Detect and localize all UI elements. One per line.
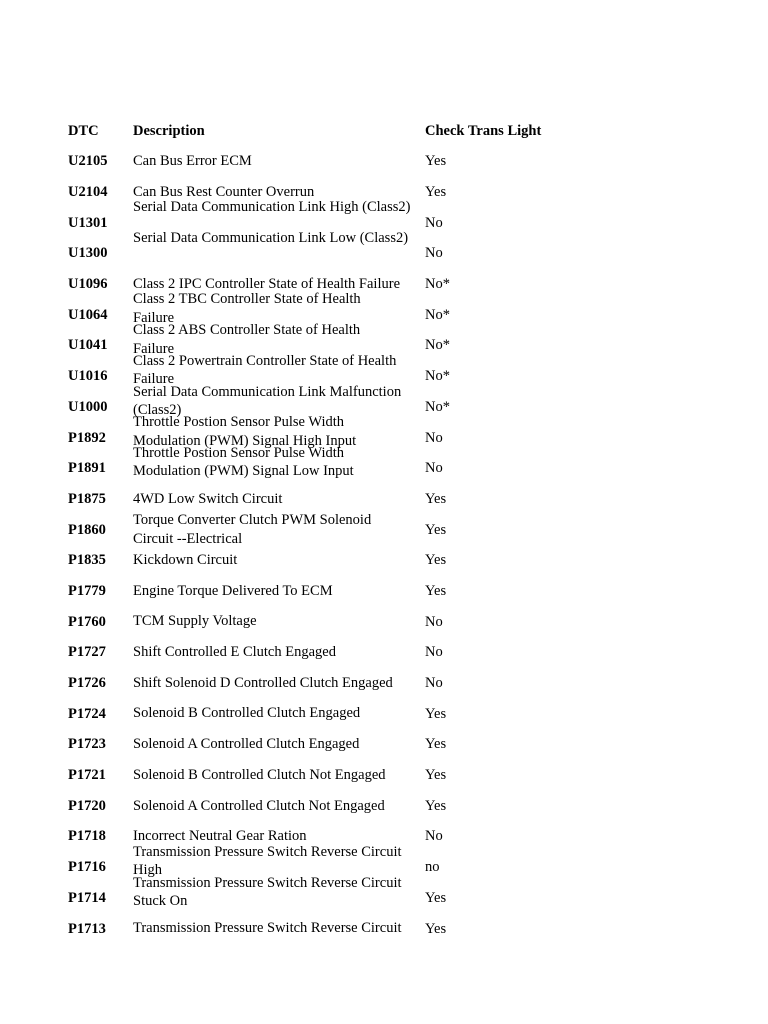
dtc-code: P1891 — [68, 460, 106, 477]
dtc-code: P1716 — [68, 859, 106, 876]
dtc-description: Shift Solenoid D Controlled Clutch Engaged — [133, 674, 393, 691]
check-trans-light-value: No* — [425, 276, 450, 293]
header-dtc: DTC — [68, 123, 99, 139]
dtc-code: U1096 — [68, 276, 108, 293]
dtc-code: P1875 — [68, 490, 106, 507]
table-row — [0, 383, 768, 423]
check-trans-light-value: Yes — [425, 582, 447, 599]
dtc-code: P1860 — [68, 521, 106, 538]
check-trans-light-value: Yes — [425, 767, 447, 784]
dtc-code: P1892 — [68, 429, 106, 446]
check-trans-light-value: No* — [425, 306, 450, 323]
check-trans-light-value: No — [425, 429, 443, 446]
dtc-description: Can Bus Error ECM — [133, 153, 252, 170]
table-row — [0, 576, 768, 607]
check-trans-light-value: Yes — [425, 920, 447, 937]
dtc-code: P1724 — [68, 705, 106, 722]
table-row — [0, 668, 768, 699]
check-trans-light-value: No* — [425, 368, 450, 385]
dtc-description: Incorrect Neutral Gear Ration — [133, 828, 307, 845]
table-row — [0, 514, 768, 545]
check-trans-light-value: Yes — [425, 153, 447, 170]
dtc-description: Class 2 TBC Controller State of Health Failure — [133, 291, 361, 326]
check-trans-light-value: Yes — [425, 552, 447, 569]
dtc-description: Transmission Pressure Switch Reverse Circuit — [133, 920, 402, 937]
dtc-code: U1016 — [68, 368, 108, 385]
dtc-code: P1835 — [68, 552, 106, 569]
dtc-description: TCM Supply Voltage — [133, 613, 257, 630]
dtc-code: P1721 — [68, 767, 106, 784]
check-trans-light-value: Yes — [425, 184, 447, 201]
check-trans-light-value: No — [425, 613, 443, 630]
check-trans-light-value: Yes — [425, 705, 447, 722]
table-row — [0, 545, 768, 576]
check-trans-light-value: No — [425, 214, 443, 231]
table-row — [0, 230, 768, 269]
dtc-code: U2105 — [68, 153, 108, 170]
dtc-description: Class 2 IPC Controller State of Health Failure — [133, 275, 401, 292]
dtc-code: U1041 — [68, 337, 108, 354]
table-row — [0, 444, 768, 484]
table-row — [0, 484, 768, 515]
dtc-description: Transmission Pressure Switch Reverse Circuit High — [133, 843, 402, 879]
dtc-description: Torque Converter Clutch PWM Solenoid Circuit --Electrical — [133, 512, 372, 547]
dtc-description: Class 2 Powertrain Controller State of Health Failure — [133, 352, 397, 388]
check-trans-light-value: No* — [425, 337, 450, 354]
dtc-code: P1713 — [68, 920, 106, 937]
table-row — [0, 874, 768, 914]
dtc-code: P1723 — [68, 736, 106, 753]
dtc-code: P1720 — [68, 797, 106, 814]
check-trans-light-value: Yes — [425, 797, 447, 814]
dtc-description: Solenoid A Controlled Clutch Engaged — [133, 736, 360, 753]
check-trans-light-value: No — [425, 644, 443, 661]
check-trans-light-value: No — [425, 828, 443, 845]
dtc-code: U2104 — [68, 184, 108, 201]
table-row — [0, 637, 768, 668]
dtc-description: Class 2 ABS Controller State of Health Failure — [133, 322, 361, 357]
dtc-code: P1718 — [68, 828, 106, 845]
header-check-trans-light: Check Trans Light — [425, 123, 542, 139]
dtc-description: Solenoid A Controlled Clutch Not Engaged — [133, 797, 385, 814]
dtc-description: Shift Controlled E Clutch Engaged — [133, 644, 336, 661]
dtc-description: Can Bus Rest Counter Overrun — [133, 183, 315, 200]
table-row — [0, 606, 768, 637]
table-row — [0, 913, 768, 944]
dtc-description: Serial Data Communication Link Malfunction (Class2) — [133, 383, 402, 418]
dtc-description: Solenoid B Controlled Clutch Not Engaged — [133, 766, 386, 783]
dtc-description: Throttle Postion Sensor Pulse Width Modulation (PWM) Signal High Input — [133, 414, 357, 449]
table-row — [0, 698, 768, 729]
table-row — [0, 760, 768, 791]
dtc-code: P1714 — [68, 889, 106, 906]
dtc-description: Engine Torque Delivered To ECM — [133, 582, 333, 599]
check-trans-light-value: No — [425, 245, 443, 262]
dtc-code: U1064 — [68, 306, 108, 323]
check-trans-light-value: No — [425, 460, 443, 477]
check-trans-light-value: no — [425, 859, 440, 876]
header-description: Description — [133, 123, 205, 139]
dtc-table — [0, 146, 768, 944]
dtc-description: Serial Data Communication Link Low (Class2) — [133, 230, 409, 247]
dtc-code: P1727 — [68, 644, 106, 661]
check-trans-light-value: Yes — [425, 889, 447, 906]
dtc-description: Transmission Pressure Switch Reverse Circuit Stuck On — [133, 874, 402, 909]
dtc-description: Throttle Postion Sensor Pulse Width Modulation (PWM) Signal Low Input — [133, 444, 354, 480]
table-row — [0, 146, 768, 177]
check-trans-light-value: Yes — [425, 736, 447, 753]
table-row — [0, 414, 768, 453]
check-trans-light-value: No* — [425, 398, 450, 415]
dtc-code: U1000 — [68, 398, 108, 415]
dtc-description: Serial Data Communication Link High (Class2) — [133, 199, 411, 216]
dtc-description: 4WD Low Switch Circuit — [133, 490, 283, 507]
dtc-code: U1300 — [68, 245, 108, 262]
check-trans-light-value: Yes — [425, 521, 447, 538]
dtc-code: P1760 — [68, 613, 106, 630]
dtc-description: Kickdown Circuit — [133, 552, 238, 569]
table-row — [0, 790, 768, 821]
table-row — [0, 729, 768, 760]
check-trans-light-value: No — [425, 675, 443, 692]
dtc-code: P1726 — [68, 675, 106, 692]
dtc-code: U1301 — [68, 214, 108, 231]
check-trans-light-value: Yes — [425, 490, 447, 507]
dtc-code: P1779 — [68, 582, 106, 599]
dtc-description: Solenoid B Controlled Clutch Engaged — [133, 705, 361, 722]
